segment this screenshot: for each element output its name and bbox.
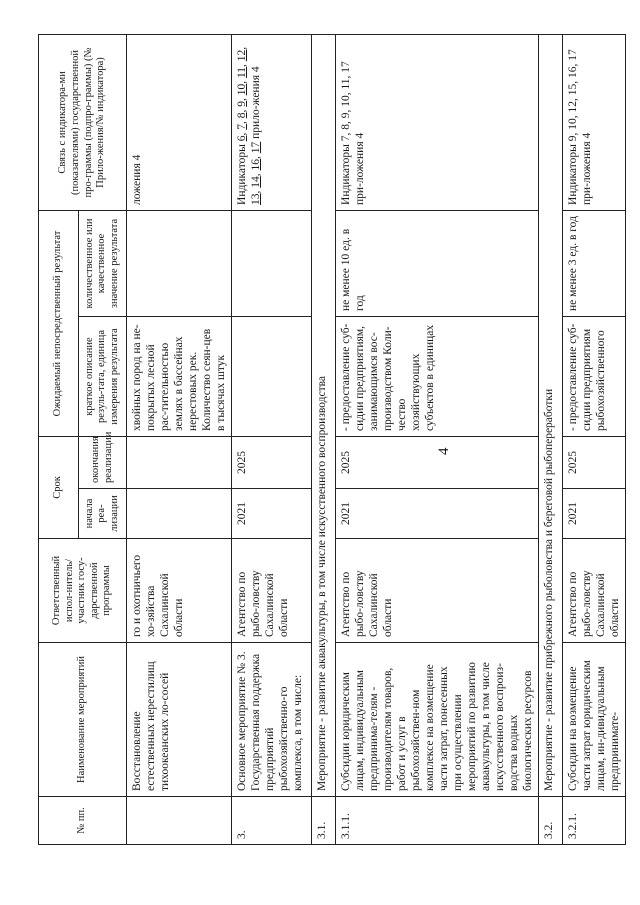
row-executor: го и охотничьего хо-зяйства Сахалинской области [127, 539, 232, 643]
row-num: 3.2.1. [563, 797, 626, 845]
indicator-link-17[interactable]: 17 [250, 141, 263, 154]
section-row [312, 34, 336, 844]
section-title: Мероприятие - развитие прибрежного рыболовства и береговой рыбопереработки [539, 34, 563, 796]
header-name: Наименование мероприятий [39, 643, 127, 797]
separator: , [236, 46, 249, 50]
row-end: 2025 [336, 436, 539, 488]
header-executor: Ответственный испол-нитель/участник госу-дарственной программы [39, 539, 127, 643]
separator: , [236, 95, 249, 102]
table-row [232, 34, 312, 844]
row-executor: Агентство по рыбо-ловству Сахалинской области [336, 539, 539, 643]
row-num: 3. [232, 797, 312, 845]
separator: , [236, 78, 249, 84]
indicator-link-10[interactable]: 10 [236, 83, 249, 96]
row-start: 2021 [336, 489, 539, 539]
indicator-link-9[interactable]: 9 [236, 101, 249, 107]
section-num: 3.1. [312, 797, 336, 845]
row-desc [232, 316, 312, 436]
separator: , [236, 129, 249, 136]
row-start: 2021 [563, 489, 626, 539]
row-executor: Агентство по рыбо-ловству Сахалинской области [232, 539, 312, 643]
row-num [127, 797, 232, 845]
row-num: 3.1.1. [336, 797, 539, 845]
row-desc: - предоставление суб-сидии предприятиям, занимающимся вос-производством Коли-чество хозяйствующих субъектов в единицах [336, 316, 539, 436]
header-expected-desc: краткое описание резуль-тата, единица измерения результата [79, 316, 127, 436]
separator: , [236, 61, 249, 67]
table-row [127, 34, 232, 844]
row-name: Восстановление естественных нерестилищ тихоокеанских ло-сосей [127, 643, 232, 797]
row-value [232, 210, 312, 316]
row-link: Индикаторы 7, 8, 9, 10, 11, 17 при-ложения 4 [336, 34, 539, 210]
header-expected-value: количественное или качественное значение результата [79, 210, 127, 316]
header-term: Срок [39, 436, 79, 538]
row-desc: хвойных пород на не-покрытых лесной рас-тительностью землях в бассейнах нерестовых рек. Количество сеян-цев в тысячах штук [127, 316, 232, 436]
row-value [127, 210, 232, 316]
row-start: 2021 [232, 489, 312, 539]
header-link: Связь с индикатора-ми (показателями) государственной про-граммы (подпро-граммы) (№ Прило-жения/№ индикатора) [39, 34, 127, 210]
page-number: 4 [436, 447, 452, 455]
separator: , [250, 170, 263, 177]
indicator-link-7[interactable]: 7 [236, 124, 249, 130]
row-name: Субсидии на возмещение части затрат юридическим лицам, ин-дивидуальным предпринимате- [563, 643, 626, 797]
row-end [127, 436, 232, 488]
separator: , [250, 153, 263, 159]
row-link: ложения 4 [127, 34, 232, 210]
indicator-link-14[interactable]: 14 [250, 176, 263, 188]
section-title: Мероприятие - развитие аквакультуры, в том числе искусственного воспроизводства [312, 34, 336, 796]
row-executor: Агентство по рыбо-ловству Сахалинской области [563, 539, 626, 643]
table-row [563, 34, 626, 844]
row-end: 2025 [232, 436, 312, 488]
indicator-link-11[interactable]: 11 [236, 66, 249, 79]
indicator-link-13[interactable]: 13 [250, 193, 263, 205]
separator: , [236, 106, 249, 113]
measures-table [38, 34, 626, 845]
row-value: не менее 3 ед. в год [563, 210, 626, 316]
separator: , [250, 187, 263, 194]
row-name: Основное мероприятие № 3. Государственная поддержка предприятий рыбохозяйственно-го комплекса, в том числе: [232, 643, 312, 797]
indicator-link-16[interactable]: 16 [250, 158, 263, 171]
row-link [232, 34, 312, 210]
row-desc: - предоставление суб-сидии предприятиям рыбохозяйственного [563, 316, 626, 436]
table-row [336, 34, 539, 844]
header-num: № пп. [39, 797, 127, 845]
indicator-link-6[interactable]: 6 [236, 135, 249, 142]
indicator-prefix: Индикаторы [236, 141, 249, 205]
section-num: 3.2. [539, 797, 563, 845]
indicator-link-12[interactable]: 12 [236, 49, 249, 62]
row-end: 2025 [563, 436, 626, 488]
header-term-start: начала реа-лизации [79, 489, 127, 539]
separator: , [236, 118, 249, 125]
indicator-link-8[interactable]: 8 [236, 112, 249, 119]
header-expected: Ожидаемый непосредственный результат [39, 210, 79, 436]
row-name: Субсидии юридическим лицам, индивидуальным предпринима-телям - производителям товаров, работ и услуг в рыбохозяйствен-ном комплексе на возмещение части затрат, понесенных при осуществлении мероприятий по развитию аквакультуры, в том числе искусственного воспроиз-водства водных биологических ресурсов [336, 643, 539, 797]
header-term-end: окончания реализации [79, 436, 127, 488]
indicator-suffix: прило-жения 4 [250, 66, 263, 142]
row-value: не менее 10 ед. в год [336, 210, 539, 316]
row-link: Индикаторы 9, 10, 12, 15, 16, 17 при-ложения 4 [563, 34, 626, 210]
row-start [127, 489, 232, 539]
section-row [539, 34, 563, 844]
